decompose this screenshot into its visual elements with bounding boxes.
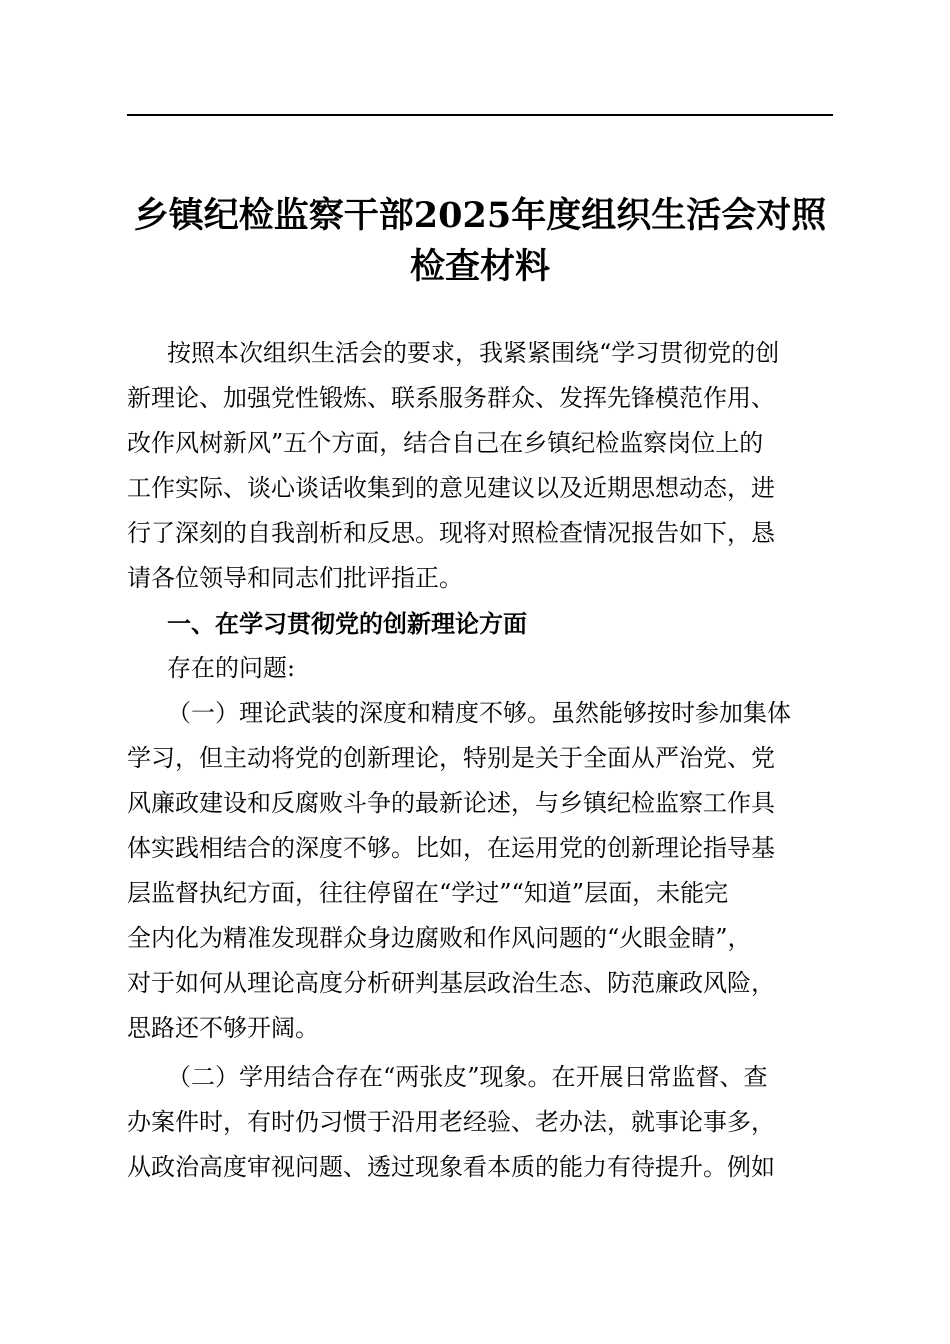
text-line: 办案件时，有时仍习惯于沿用老经验、老办法，就事论事多， <box>127 1108 775 1136</box>
section-heading-text: 一、在学习贯彻党的创新理论方面 <box>167 609 527 638</box>
title-line: 乡镇纪检监察干部2025年度组织生活会对照 <box>133 195 827 236</box>
text-line: 思路还不够开阔。 <box>127 1014 319 1042</box>
text-line: （一）理论武装的深度和精度不够。虽然能够按时参加集体 <box>167 699 791 727</box>
text-line: 从政治高度审视问题、透过现象看本质的能力有待提升。例如 <box>127 1153 775 1181</box>
section-heading <box>127 601 833 646</box>
title-line: 检查材料 <box>409 246 550 287</box>
text-line: 新理论、加强党性锻炼、联系服务群众、发挥先锋模范作用、 <box>127 384 775 412</box>
text-line: 改作风树新风”五个方面，结合自己在乡镇纪检监察岗位上的 <box>127 429 764 457</box>
problems-subheading <box>127 646 833 691</box>
text-line: 体实践相结合的深度不够。比如，在运用党的创新理论指导基 <box>127 834 775 862</box>
problem-item-1 <box>127 691 833 1051</box>
document-title <box>127 190 833 292</box>
text-line: 层监督执纪方面，往往停留在“学过”“知道”层面，未能完 <box>127 879 729 907</box>
text-line: 请各位领导和同志们批评指正。 <box>127 564 463 592</box>
text-line: 行了深刻的自我剖析和反思。现将对照检查情况报告如下，恳 <box>127 519 775 547</box>
header-rule <box>127 114 833 116</box>
problem-item-2 <box>127 1055 833 1190</box>
intro-paragraph <box>127 331 833 601</box>
text-line: 学习，但主动将党的创新理论，特别是关于全面从严治党、党 <box>127 744 775 772</box>
text-line: 风廉政建设和反腐败斗争的最新论述，与乡镇纪检监察工作具 <box>127 789 775 817</box>
document-body <box>127 331 833 1190</box>
text-line: 对于如何从理论高度分析研判基层政治生态、防范廉政风险， <box>127 969 775 997</box>
text-line: （二）学用结合存在“两张皮”现象。在开展日常监督、查 <box>167 1063 768 1091</box>
text-line: 工作实际、谈心谈话收集到的意见建议以及近期思想动态，进 <box>127 474 775 502</box>
subheading-text: 存在的问题: <box>167 654 296 682</box>
text-line: 全内化为精准发现群众身边腐败和作风问题的“火眼金睛”， <box>127 924 752 952</box>
text-line: 按照本次组织生活会的要求，我紧紧围绕“学习贯彻党的创 <box>167 339 780 367</box>
